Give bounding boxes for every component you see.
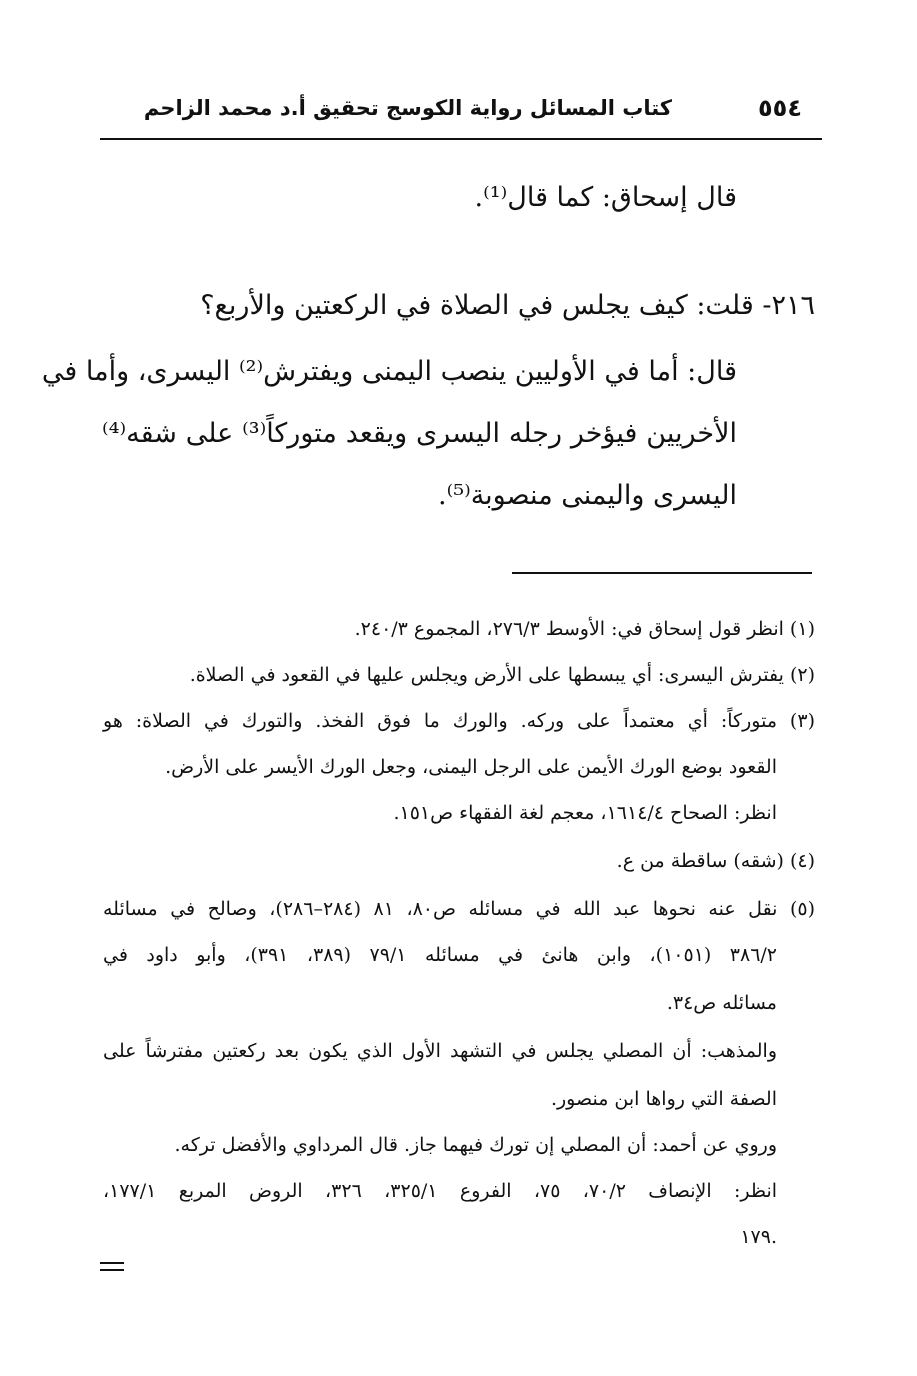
footnote-3-continuation: القعود بوضع الورك الأيمن على الرجل اليمنى، وجعل الورك الأيسر على الأرض. [165, 756, 777, 778]
page-number: ٥٥٤ [758, 94, 802, 122]
question-heading: ٢١٦- قلت: كيف يجلس في الصلاة في الركعتين والأربع؟ [200, 290, 815, 321]
footnote-5: (٥) نقل عنه نحوها عبد الله في مسائله ص٨٠، ٨١ (٢٨٤–٢٨٦)، وصالح في مسائله [103, 898, 816, 920]
footnote-3-reference: انظر: الصحاح ١٦١٤/٤، معجم لغة الفقهاء ص١٥١. [393, 802, 777, 824]
header-rule [100, 138, 822, 140]
body-line: قال: أما في الأوليين ينصب اليمنى ويفترش⁽²⁾ اليسرى، وأما في [41, 356, 737, 387]
footnote-5-riwayah: وروي عن أحمد: أن المصلي إن تورك فيهما جاز. قال المرداوي والأفضل تركه. [174, 1134, 777, 1156]
footnote-5-madhhab: والمذهب: أن المصلي يجلس في التشهد الأول الذي يكون بعد ركعتين مفترشاً على [103, 1040, 777, 1062]
footnote-5-continuation: ٣٨٦/٢ (١٠٥١)، وابن هانئ في مسائله ٧٩/١ (٣٨٩، ٣٩١)، وأبو داود في [103, 944, 778, 966]
footnote-separator [512, 572, 812, 574]
footnote-5-continuation: الصفة التي رواها ابن منصور. [550, 1088, 777, 1110]
footnote-1: (١) انظر قول إسحاق في: الأوسط ٢٧٦/٣، المجموع ٢٤٠/٣. [354, 618, 815, 640]
book-title: كتاب المسائل رواية الكوسج تحقيق أ.د محمد الزاحم [143, 96, 672, 120]
footnote-5-reference: انظر: الإنصاف ٧٠/٢، ٧٥، الفروع ٣٢٥/١، ٣٢٦، الروض المربع ١٧٧/١، [103, 1180, 778, 1202]
body-line: قال إسحاق: كما قال⁽¹⁾. [474, 182, 737, 213]
page-end-mark [100, 1262, 124, 1276]
footnote-5-continuation: مسائله ص٣٤. [666, 992, 777, 1014]
body-line: الأخريين فيؤخر رجله اليسرى ويقعد متوركاً⁽³⁾ على شقه⁽⁴⁾ [102, 418, 737, 449]
footnote-5-continuation: ١٧٩. [740, 1226, 777, 1248]
footnote-3: (٣) متوركاً: أي معتمداً على وركه. والورك ما فوق الفخذ. والتورك في الصلاة: هو [103, 710, 815, 732]
footnote-2: (٢) يفترش اليسرى: أي يبسطها على الأرض ويجلس عليها في القعود في الصلاة. [189, 664, 815, 686]
body-line: اليسرى واليمنى منصوبة⁽⁵⁾. [438, 480, 737, 511]
footnote-4: (٤) (شقه) ساقطة من ع. [616, 850, 815, 872]
